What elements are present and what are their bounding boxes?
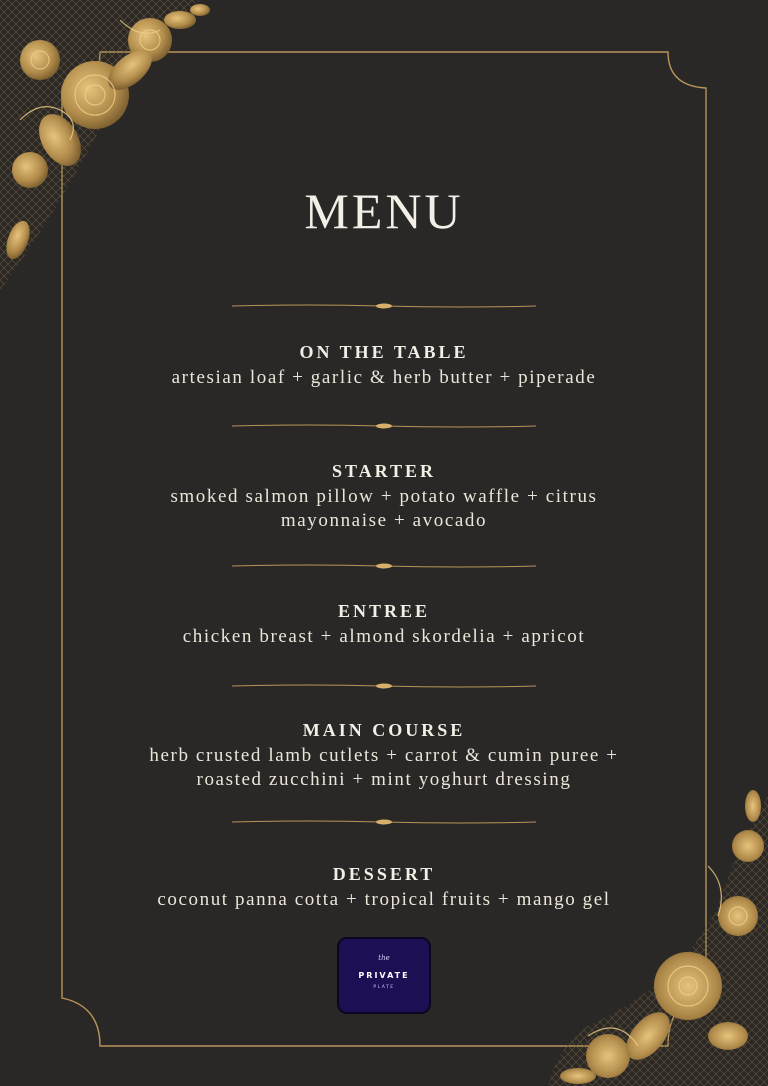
section-items-line-2: mayonnaise + avocado	[280, 510, 488, 531]
logo-private: PRIVATE	[358, 971, 410, 980]
section-heading: DESSERT	[332, 864, 436, 884]
gold-flourish-divider-icon	[232, 561, 536, 571]
section-items: chicken breast + almond skordelia + apricot	[182, 626, 586, 647]
section-heading: MAIN COURSE	[302, 720, 466, 740]
logo-plate: PLATE	[373, 985, 395, 990]
logo-the: the	[378, 954, 390, 962]
section-heading: STARTER	[331, 461, 437, 481]
menu-section-on-the-table	[80, 342, 688, 390]
section-items-line-1: herb crusted lamb cutlets + carrot & cumin puree +	[149, 745, 619, 766]
floral-lace-ornament-icon	[0, 0, 230, 300]
menu-title: MENU	[304, 183, 464, 239]
floral-lace-ornament-icon	[548, 786, 768, 1086]
menu-section-entree	[80, 601, 688, 649]
section-items-line-1: smoked salmon pillow + potato waffle + citrus	[170, 486, 598, 507]
gold-flourish-divider-icon	[232, 817, 536, 827]
section-items: coconut panna cotta + tropical fruits + mango gel	[157, 889, 611, 910]
section-items-line-2: roasted zucchini + mint yoghurt dressing	[196, 769, 572, 790]
gold-flourish-divider-icon	[232, 301, 536, 311]
menu-section-dessert	[80, 864, 688, 912]
menu-section-main-course	[80, 720, 688, 792]
section-heading: ON THE TABLE	[299, 342, 469, 362]
private-plate-logo	[337, 937, 431, 1014]
section-heading: ENTREE	[337, 601, 431, 621]
menu-section-starter	[80, 461, 688, 533]
section-items: artesian loaf + garlic & herb butter + piperade	[171, 367, 597, 388]
gold-flourish-divider-icon	[232, 681, 536, 691]
gold-flourish-divider-icon	[232, 421, 536, 431]
